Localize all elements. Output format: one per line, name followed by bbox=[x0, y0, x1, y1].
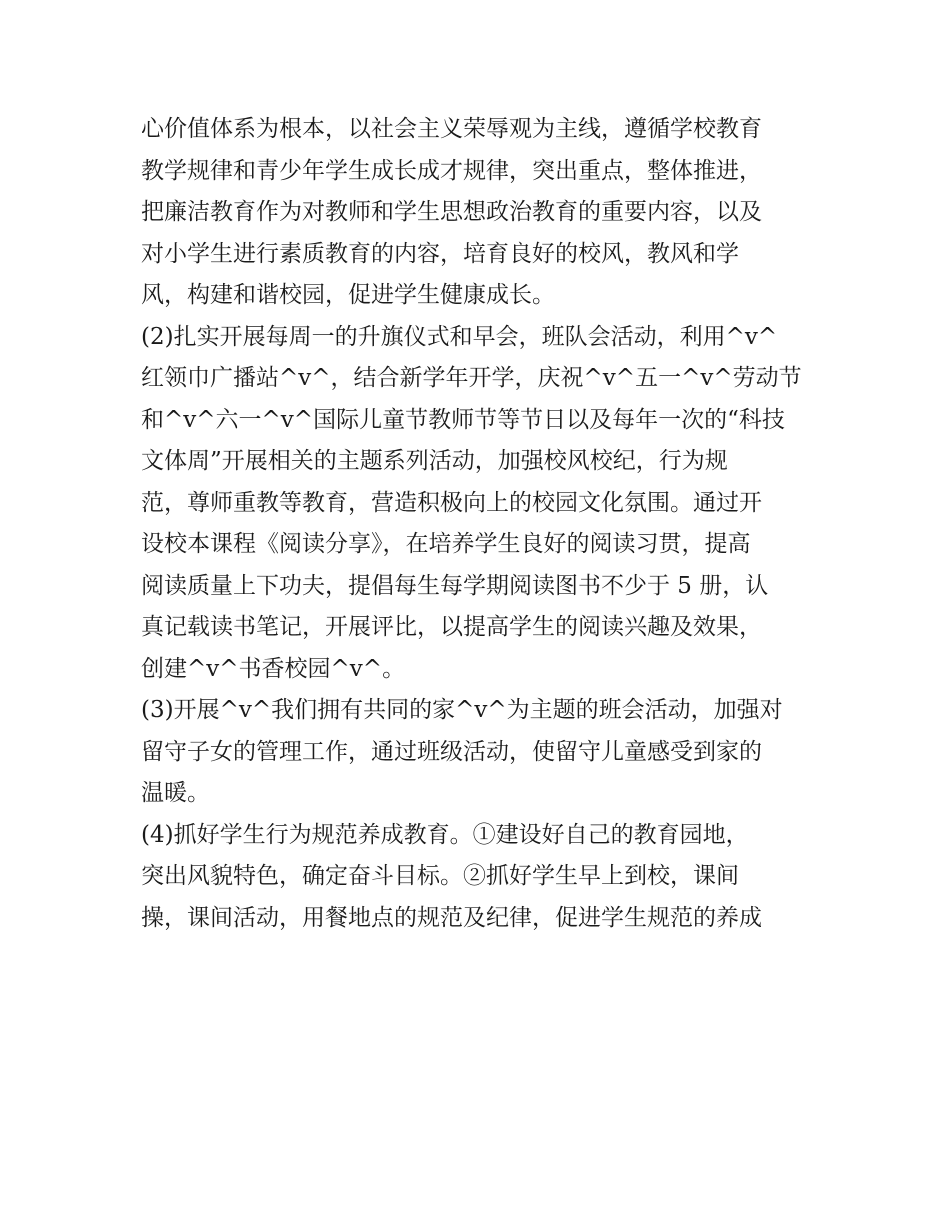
text-line-12: 阅读质量上下功夫，提倡每生每学期阅读图书不少于 5 册，认 bbox=[141, 572, 769, 599]
text-line-20: 操，课间活动，用餐地点的规范及纪律，促进学生规范的养成 bbox=[141, 904, 762, 931]
text-line-3: 把廉洁教育作为对教师和学生思想政治教育的重要内容，以及 bbox=[141, 199, 762, 225]
text-line-11: 设校本课程《阅读分享》，在培养学生良好的阅读习贯，提高 bbox=[141, 531, 751, 557]
text-line-7: 红领巾广播站^v^，结合新学年开学，庆祝^v^五一^v^劳动节 bbox=[141, 365, 802, 391]
text-line-18: (4)抓好学生行为规范养成教育。①建设好自己的教育园地， bbox=[141, 821, 749, 848]
text-line-15: (3)开展^v^我们拥有共同的家^v^为主题的班会活动，加强对 bbox=[141, 697, 783, 723]
text-line-1: 心价值体系为根本，以社会主义荣辱观为主线，遵循学校教育 bbox=[141, 116, 762, 142]
text-line-17: 温暖。 bbox=[141, 780, 210, 806]
text-line-16: 留守子女的管理工作，通过班级活动，使留守儿童感受到家的 bbox=[141, 738, 762, 765]
text-line-9: 文体周”开展相关的主题系列活动，加强校风校纪，行为规 bbox=[141, 448, 728, 474]
text-line-6: (2)扎实开展每周一的升旗仪式和早会，班队会活动，利用^v^ bbox=[141, 323, 778, 350]
text-line-13: 真记载读书笔记，开展评比，以提高学生的阅读兴趣及效果， bbox=[141, 614, 762, 640]
text-line-8: 和^v^六一^v^国际儿童节教师节等节日以及每年一次的“科技 bbox=[141, 406, 785, 433]
text-line-19: 突出风貌特色，确定奋斗目标。②抓好学生早上到校，课间 bbox=[141, 863, 739, 889]
text-line-5: 风，构建和谐校园，促进学生健康成长。 bbox=[141, 282, 555, 308]
body-text bbox=[141, 109, 813, 939]
text-line-4: 对小学生进行素质教育的内容，培育良好的校风，教风和学 bbox=[141, 240, 739, 267]
text-line-2: 教学规律和青少年学生成长成才规律，突出重点，整体推进， bbox=[141, 157, 762, 184]
text-line-14: 创建^v^书香校园^v^。 bbox=[141, 655, 406, 682]
text-line-10: 范，尊师重教等教育，营造积极向上的校园文化氛围。通过开 bbox=[141, 489, 762, 516]
